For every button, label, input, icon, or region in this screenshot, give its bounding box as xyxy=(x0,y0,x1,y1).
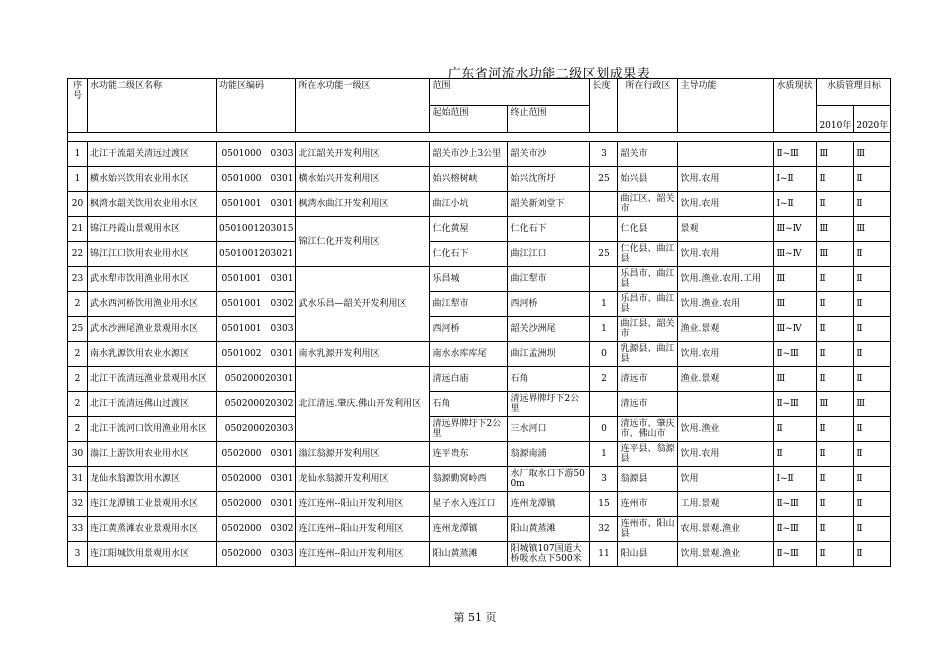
row-range-end: 曲江孟洲坝 xyxy=(508,342,590,367)
row-level1: 北江韶关开发利用区 xyxy=(296,142,430,167)
row-range-start: 连平贵东 xyxy=(430,442,508,467)
row-2010: Ⅱ xyxy=(817,342,854,367)
row-quality: Ⅲ xyxy=(774,367,817,392)
table-row xyxy=(68,317,891,342)
row-range-start: 曲江犁市 xyxy=(430,292,508,317)
row-level1: 锦江仁化开发利用区 xyxy=(296,217,430,267)
row-2020: Ⅱ xyxy=(854,367,891,392)
row-function: 渔业.景观 xyxy=(678,317,774,342)
header-range-start: 起始范围 xyxy=(430,106,508,133)
header-district: 所在行政区 xyxy=(618,79,678,133)
row-2010: Ⅱ xyxy=(817,317,854,342)
row-length: 1 xyxy=(590,317,618,342)
row-2010: Ⅱ xyxy=(817,492,854,517)
row-seq: 22 xyxy=(68,242,88,267)
table-row xyxy=(68,142,891,167)
row-2010: Ⅱ xyxy=(817,292,854,317)
row-name: 北江干流韶关清远过渡区 xyxy=(88,142,217,167)
row-range-end: 曲江犁市 xyxy=(508,267,590,292)
page-number: 第 51 页 xyxy=(453,611,497,624)
row-range-end: 三水河口 xyxy=(508,417,590,442)
row-name: 北江干流清远渔业景观用水区 xyxy=(88,367,217,392)
row-length xyxy=(590,392,618,417)
row-code: 050200020301 xyxy=(217,367,296,392)
table-row xyxy=(68,342,891,367)
row-length xyxy=(590,217,618,242)
row-district: 仁化县 xyxy=(618,217,678,242)
row-function: 农用.景观.渔业 xyxy=(678,517,774,542)
row-quality: Ⅱ~Ⅲ xyxy=(774,392,817,417)
row-2020: Ⅲ xyxy=(854,142,891,167)
table-row xyxy=(68,167,891,192)
row-function: 景观 xyxy=(678,217,774,242)
row-length: 11 xyxy=(590,542,618,567)
row-level1: 连江连州--阳山开发利用区 xyxy=(296,517,430,542)
header-2010: 2010年 xyxy=(817,106,854,133)
row-name: 枫湾水韶关饮用农业用水区 xyxy=(88,192,217,217)
row-level1: 连江连州--阳山开发利用区 xyxy=(296,542,430,567)
row-seq: 31 xyxy=(68,467,88,492)
row-code: 050200020302 xyxy=(217,392,296,417)
header-range-end: 终止范围 xyxy=(508,106,590,133)
row-length: 0 xyxy=(590,342,618,367)
row-level1: 龙仙水翁源开发利用区 xyxy=(296,467,430,492)
table-row xyxy=(68,192,891,217)
row-district: 始兴县 xyxy=(618,167,678,192)
row-range-end: 连州龙潭镇 xyxy=(508,492,590,517)
row-name: 横水始兴饮用农业用水区 xyxy=(88,167,217,192)
row-level1: 武水乐昌—韶关开发利用区 xyxy=(296,267,430,342)
row-2010: Ⅲ xyxy=(817,142,854,167)
row-range-start: 阳山黄蒸滩 xyxy=(430,542,508,567)
row-district: 韶关市 xyxy=(618,142,678,167)
row-2020: Ⅱ xyxy=(854,167,891,192)
row-range-end: 始兴沈所圩 xyxy=(508,167,590,192)
row-function xyxy=(678,392,774,417)
header-name: 水功能二级区名称 xyxy=(88,79,217,133)
row-length: 0 xyxy=(590,417,618,442)
row-code: 0501000 0303 xyxy=(217,142,296,167)
row-seq: 2 xyxy=(68,367,88,392)
row-code: 0502000 0301 xyxy=(217,442,296,467)
row-2020: Ⅱ xyxy=(854,542,891,567)
row-seq: 30 xyxy=(68,442,88,467)
row-2020: Ⅱ xyxy=(854,417,891,442)
row-seq: 20 xyxy=(68,192,88,217)
row-range-end: 石角 xyxy=(508,367,590,392)
row-name: 南水乳源饮用农业水源区 xyxy=(88,342,217,367)
row-2010: Ⅱ xyxy=(817,442,854,467)
table-row xyxy=(68,492,891,517)
row-quality: Ⅲ~Ⅳ xyxy=(774,317,817,342)
row-function: 饮用.农用 xyxy=(678,442,774,467)
table-row xyxy=(68,392,891,417)
row-level1: 横水始兴开发利用区 xyxy=(296,167,430,192)
row-name: 北江干流清远佛山过渡区 xyxy=(88,392,217,417)
row-2020: Ⅱ xyxy=(854,242,891,267)
row-length: 32 xyxy=(590,517,618,542)
row-range-start: 始兴榕树峡 xyxy=(430,167,508,192)
header-2020: 2020年 xyxy=(854,106,891,133)
row-district: 翁源县 xyxy=(618,467,678,492)
row-name: 锦江丹霞山景观用水区 xyxy=(88,217,217,242)
row-district: 阳山县 xyxy=(618,542,678,567)
row-range-start: 清远白庙 xyxy=(430,367,508,392)
row-range-end: 西河桥 xyxy=(508,292,590,317)
row-range-end: 仁化石下 xyxy=(508,217,590,242)
row-length xyxy=(590,192,618,217)
row-code: 0501001 0302 xyxy=(217,292,296,317)
header-length: 长度 xyxy=(590,79,618,133)
row-level1: 南水乳源开发利用区 xyxy=(296,342,430,367)
row-range-start: 翁源勤窝岭西 xyxy=(430,467,508,492)
row-range-start: 连州龙潭镇 xyxy=(430,517,508,542)
row-quality: Ⅰ~Ⅱ xyxy=(774,467,817,492)
row-function: 饮用 xyxy=(678,467,774,492)
row-length: 3 xyxy=(590,142,618,167)
row-name: 连江龙潭镇工业景观用水区 xyxy=(88,492,217,517)
row-2020: Ⅲ xyxy=(854,217,891,242)
row-function: 饮用.渔业.农用 xyxy=(678,292,774,317)
table-row xyxy=(68,542,891,567)
row-code: 0501001 0301 xyxy=(217,192,296,217)
row-function: 饮用.农用 xyxy=(678,192,774,217)
row-range-start: 仁化黄屋 xyxy=(430,217,508,242)
row-range-start: 西河桥 xyxy=(430,317,508,342)
row-range-start: 南水水库库尾 xyxy=(430,342,508,367)
row-district: 清远市 xyxy=(618,392,678,417)
row-2020: Ⅱ xyxy=(854,192,891,217)
table-row xyxy=(68,517,891,542)
row-function: 饮用.农用 xyxy=(678,242,774,267)
row-2020: Ⅱ xyxy=(854,517,891,542)
header-level1: 所在水功能一级区 xyxy=(296,79,430,133)
row-2010: Ⅲ xyxy=(817,392,854,417)
row-2020: Ⅲ xyxy=(854,392,891,417)
row-seq: 2 xyxy=(68,392,88,417)
row-2020: Ⅱ xyxy=(854,442,891,467)
table-row xyxy=(68,217,891,242)
row-code: 050200020303 xyxy=(217,417,296,442)
row-2010: Ⅲ xyxy=(817,217,854,242)
row-2020: Ⅱ xyxy=(854,342,891,367)
row-quality: Ⅱ xyxy=(774,442,817,467)
header-target: 水质管理目标 xyxy=(817,79,891,106)
row-name: 龙仙水翁源饮用水源区 xyxy=(88,467,217,492)
row-seq: 1 xyxy=(68,167,88,192)
row-length: 15 xyxy=(590,492,618,517)
table-row xyxy=(68,467,891,492)
row-seq: 23 xyxy=(68,267,88,292)
row-code: 0502000 0301 xyxy=(217,467,296,492)
row-range-start: 清远界牌圩下2公里 xyxy=(430,417,508,442)
row-2010: Ⅱ xyxy=(817,367,854,392)
row-range-end: 阳山黄蒸滩 xyxy=(508,517,590,542)
row-district: 连州市、阳山县 xyxy=(618,517,678,542)
row-name: 滃江上游饮用农业用水区 xyxy=(88,442,217,467)
row-name: 北江干流河口饮用渔业用水区 xyxy=(88,417,217,442)
row-quality: Ⅲ xyxy=(774,292,817,317)
row-district: 曲江区、韶关市 xyxy=(618,192,678,217)
table-row xyxy=(68,417,891,442)
row-name: 锦江江口饮用农业用水区 xyxy=(88,242,217,267)
zoning-table xyxy=(67,78,891,567)
table-row xyxy=(68,367,891,392)
row-seq: 2 xyxy=(68,292,88,317)
row-range-end: 清远界牌圩下2公里 xyxy=(508,392,590,417)
row-district: 乐昌市、曲江县 xyxy=(618,267,678,292)
row-2010: Ⅲ xyxy=(817,242,854,267)
table-row xyxy=(68,267,891,292)
row-2010: Ⅱ xyxy=(817,542,854,567)
table-title: 广东省河流水功能二级区划成果表 xyxy=(447,67,651,82)
row-level1: 北江清远.肇庆.佛山开发利用区 xyxy=(296,367,430,442)
row-district: 仁化县、曲江县 xyxy=(618,242,678,267)
row-quality: Ⅱ~Ⅲ xyxy=(774,542,817,567)
row-function: 饮用.渔业.农用.工用 xyxy=(678,267,774,292)
row-length: 25 xyxy=(590,242,618,267)
row-district: 清远市 xyxy=(618,367,678,392)
row-2020: Ⅱ xyxy=(854,467,891,492)
row-function: 饮用.渔业 xyxy=(678,417,774,442)
row-district: 连州市 xyxy=(618,492,678,517)
row-quality: Ⅱ~Ⅲ xyxy=(774,517,817,542)
row-code: 0501000 0301 xyxy=(217,167,296,192)
row-2020: Ⅱ xyxy=(854,317,891,342)
row-district: 连平县、翁源县 xyxy=(618,442,678,467)
row-range-end: 水厂取水口下游500m xyxy=(508,467,590,492)
row-name: 连江阳城饮用景观用水区 xyxy=(88,542,217,567)
row-2010: Ⅱ xyxy=(817,192,854,217)
row-quality: Ⅱ~Ⅲ xyxy=(774,142,817,167)
row-seq: 21 xyxy=(68,217,88,242)
row-length: 1 xyxy=(590,442,618,467)
row-quality: Ⅱ~Ⅲ xyxy=(774,492,817,517)
row-quality: Ⅱ~Ⅲ xyxy=(774,342,817,367)
row-name: 武水犁市饮用渔业用水区 xyxy=(88,267,217,292)
row-2020: Ⅱ xyxy=(854,492,891,517)
row-code: 0502000 0301 xyxy=(217,492,296,517)
row-name: 武水西河桥饮用渔业用水区 xyxy=(88,292,217,317)
row-name: 武水沙洲尾渔业景观用水区 xyxy=(88,317,217,342)
row-level1: 滃江翁源开发利用区 xyxy=(296,442,430,467)
row-range-start: 星子水入连江口 xyxy=(430,492,508,517)
row-range-start: 仁化石下 xyxy=(430,242,508,267)
row-2020: Ⅱ xyxy=(854,267,891,292)
row-code: 0501002 0301 xyxy=(217,342,296,367)
row-function: 饮用.农用 xyxy=(678,342,774,367)
row-quality: Ⅲ~Ⅳ xyxy=(774,217,817,242)
table-row xyxy=(68,242,891,267)
table-row xyxy=(68,292,891,317)
row-function: 渔业.景观 xyxy=(678,367,774,392)
table-row xyxy=(68,442,891,467)
row-seq: 2 xyxy=(68,342,88,367)
row-range-end: 曲江江口 xyxy=(508,242,590,267)
row-quality: Ⅰ~Ⅱ xyxy=(774,192,817,217)
row-code: 050100120302​1 xyxy=(217,242,296,267)
row-district: 曲江县、韶关市 xyxy=(618,317,678,342)
row-code: 050100120301​5 xyxy=(217,217,296,242)
row-level1: 枫湾水曲江开发利用区 xyxy=(296,192,430,217)
row-range-end: 韶关市沙 xyxy=(508,142,590,167)
row-length xyxy=(590,267,618,292)
row-district: 乐昌市、曲江县 xyxy=(618,292,678,317)
row-code: 0502000 0302 xyxy=(217,517,296,542)
row-range-end: 翁源南浦 xyxy=(508,442,590,467)
row-function: 饮用.农用 xyxy=(678,167,774,192)
row-quality: Ⅰ~Ⅱ xyxy=(774,167,817,192)
row-function: 工用.景观 xyxy=(678,492,774,517)
row-range-start: 曲江小坑 xyxy=(430,192,508,217)
row-district: 清远市、肇庆市、佛山市 xyxy=(618,417,678,442)
row-range-start: 石角 xyxy=(430,392,508,417)
row-seq: 25 xyxy=(68,317,88,342)
row-function xyxy=(678,142,774,167)
row-name: 连江黄蒸滩农业景观用水区 xyxy=(88,517,217,542)
row-range-start: 韶关市沙上3公里 xyxy=(430,142,508,167)
row-level1: 连江连州--阳山开发利用区 xyxy=(296,492,430,517)
row-code: 0501001 0303 xyxy=(217,317,296,342)
row-2020: Ⅱ xyxy=(854,292,891,317)
row-2010: Ⅱ xyxy=(817,467,854,492)
row-2010: Ⅱ xyxy=(817,417,854,442)
row-2010: Ⅱ xyxy=(817,167,854,192)
row-seq: 1 xyxy=(68,142,88,167)
row-code: 0501001 0301 xyxy=(217,267,296,292)
row-quality: Ⅲ~Ⅳ xyxy=(774,242,817,267)
row-length: 3 xyxy=(590,467,618,492)
header-seq: 序号 xyxy=(68,79,88,133)
header-function: 主导功能 xyxy=(678,79,774,133)
row-range-end: 阳城镇107国道大桥吸水点下500米 xyxy=(508,542,590,567)
header-quality: 水质现状 xyxy=(774,79,817,133)
row-code: 0502000 0303 xyxy=(217,542,296,567)
row-district: 乳源县、曲江县 xyxy=(618,342,678,367)
row-length: 1 xyxy=(590,292,618,317)
row-seq: 2 xyxy=(68,417,88,442)
row-length: 25 xyxy=(590,167,618,192)
row-seq: 33 xyxy=(68,517,88,542)
row-2010: Ⅱ xyxy=(817,267,854,292)
row-range-end: 韶关新刘堂下 xyxy=(508,192,590,217)
header-range: 范围 xyxy=(430,79,590,106)
row-seq: 3 xyxy=(68,542,88,567)
header-code: 功能区编码 xyxy=(217,79,296,133)
row-range-end: 韶关沙洲尾 xyxy=(508,317,590,342)
row-function: 饮用.景观.渔业 xyxy=(678,542,774,567)
row-length: 2 xyxy=(590,367,618,392)
row-quality: Ⅲ xyxy=(774,267,817,292)
row-seq: 32 xyxy=(68,492,88,517)
row-range-start: 乐昌城 xyxy=(430,267,508,292)
row-quality: Ⅱ xyxy=(774,417,817,442)
row-2010: Ⅱ xyxy=(817,517,854,542)
